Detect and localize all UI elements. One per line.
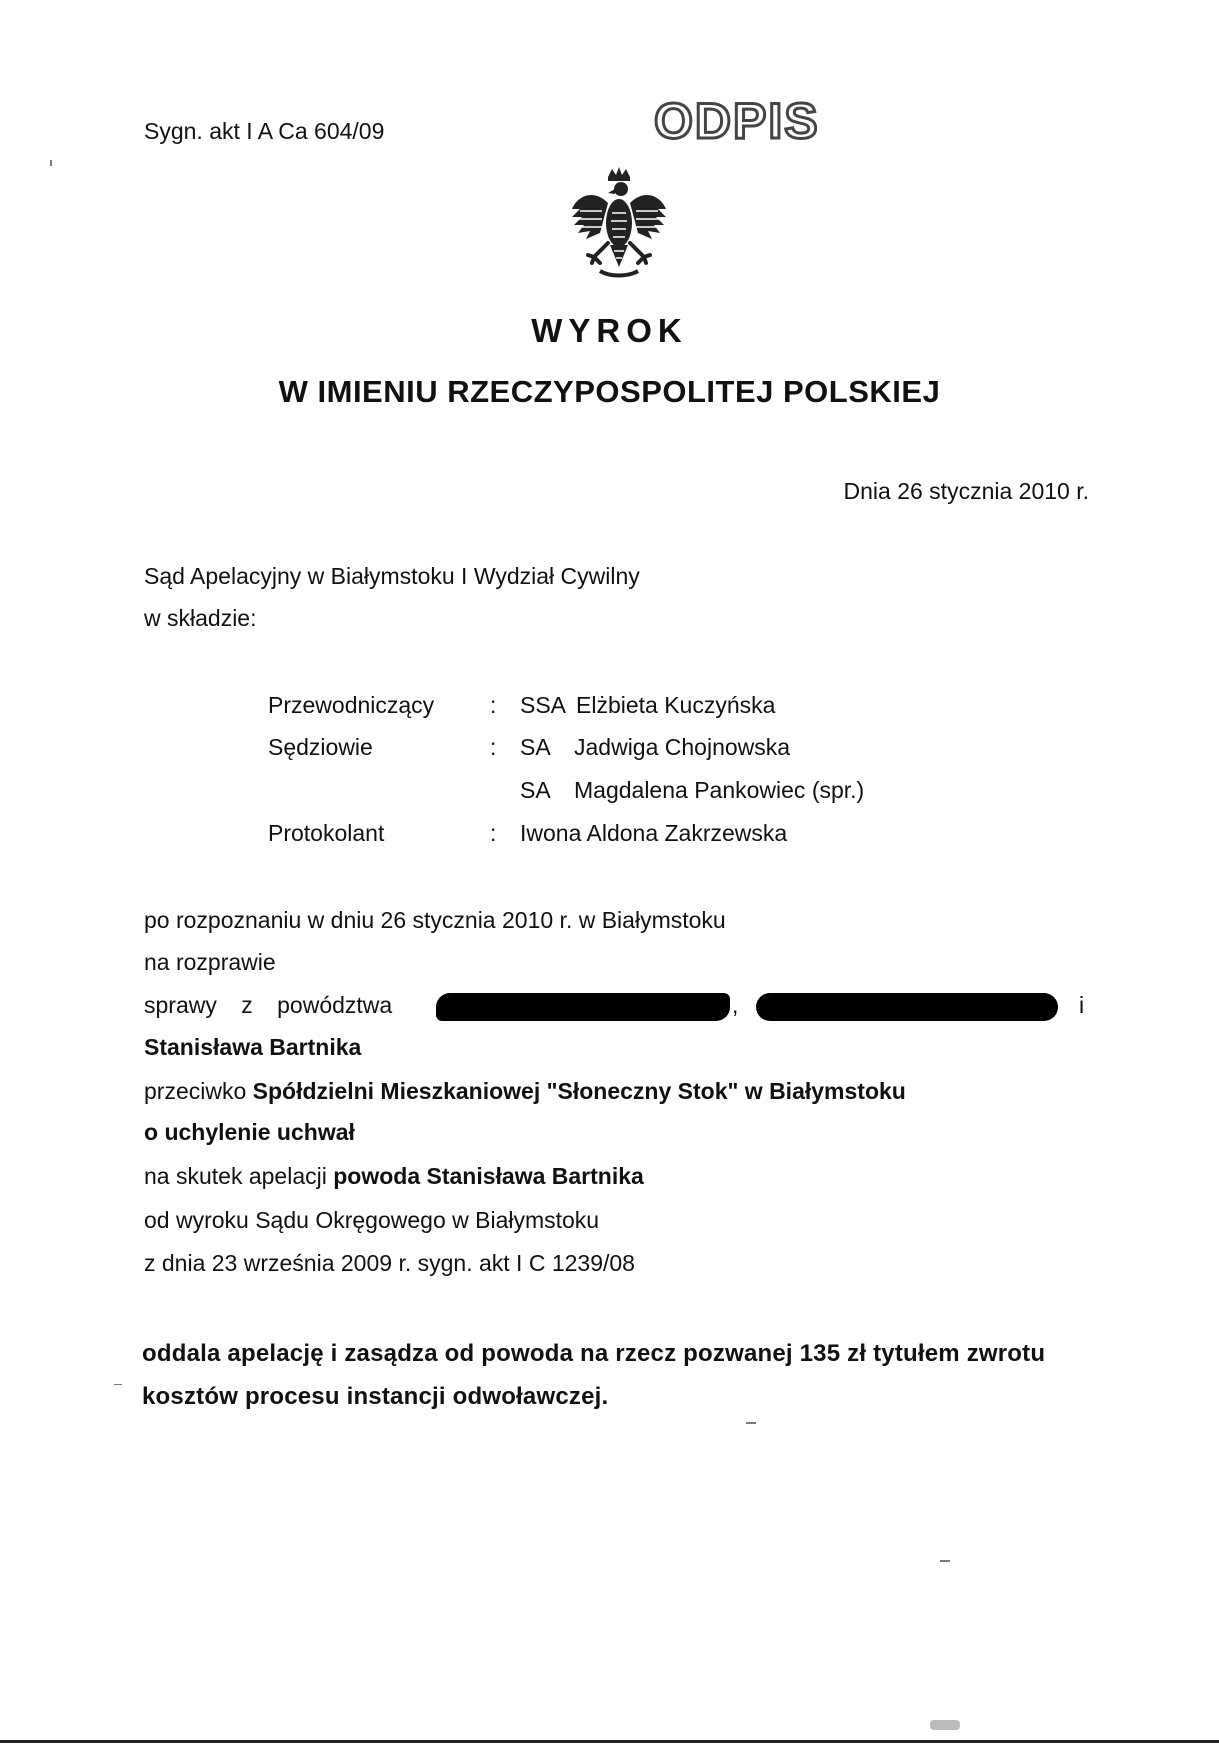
- plaintiff-name: Stanisława Bartnika: [144, 1034, 362, 1060]
- document-subtitle: W IMIENIU RZECZYPOSPOLITEJ POLSKIEJ: [278, 374, 941, 409]
- conjunction: i: [1079, 992, 1085, 1018]
- defendant-name: Spółdzielni Mieszkaniowej "Słoneczny Stok" w Białymstoku: [252, 1078, 906, 1104]
- member-name: Magdalena Pankowiec (spr.): [574, 777, 865, 803]
- scan-speck: [930, 1720, 960, 1730]
- plaintiffs-prefix: sprawy z powództwa: [144, 992, 393, 1018]
- member-name: Elżbieta Kuczyńska: [576, 692, 776, 718]
- copy-stamp: ODPIS: [654, 93, 820, 149]
- document-title: WYROK: [531, 312, 688, 349]
- appellant-name: powoda Stanisława Bartnika: [333, 1163, 644, 1189]
- scan-speck: [50, 160, 52, 166]
- separator: :: [490, 692, 497, 718]
- scan-speck: [940, 1560, 950, 1562]
- lower-court-line: od wyroku Sądu Okręgowego w Białymstoku: [144, 1207, 600, 1233]
- appeal-prefix: na skutek apelacji: [144, 1163, 334, 1189]
- scan-speck: [114, 1384, 122, 1385]
- case-number: Sygn. akt I A Ca 604/09: [144, 118, 385, 144]
- separator: :: [490, 734, 497, 760]
- court-name: Sąd Apelacyjny w Białymstoku I Wydział Cywilny: [144, 563, 640, 589]
- member-name: Iwona Aldona Zakrzewska: [520, 820, 788, 846]
- member-name: Jadwiga Chojnowska: [574, 734, 791, 760]
- hearing-line: po rozpoznaniu w dniu 26 stycznia 2010 r. w Białymstoku: [144, 907, 726, 933]
- case-subject: o uchylenie uchwał: [144, 1119, 355, 1145]
- ruling-text: kosztów procesu instancji odwoławczej.: [142, 1383, 609, 1410]
- judge-title: SSA: [520, 692, 567, 718]
- defendant-prefix: przeciwko: [144, 1078, 253, 1104]
- role-label: Przewodniczący: [268, 692, 435, 718]
- composition-heading: w składzie:: [144, 605, 257, 631]
- appeal-line: [144, 1162, 644, 1190]
- separator: :: [490, 820, 497, 846]
- judgment-date: Dnia 26 stycznia 2010 r.: [843, 478, 1089, 504]
- redacted-name: [756, 993, 1058, 1021]
- scan-speck: [746, 1422, 756, 1424]
- judge-title: SA: [520, 734, 551, 760]
- judge-title: SA: [520, 777, 551, 803]
- hearing-type: na rozprawie: [144, 949, 276, 975]
- page-bottom-edge: [0, 1740, 1219, 1743]
- ruling-text: oddala apelację i zasądza od powoda na rzecz pozwanej 135 zł tytułem zwrotu: [142, 1340, 1046, 1367]
- lower-court-reference: z dnia 23 września 2009 r. sygn. akt I C 1239/08: [144, 1250, 635, 1276]
- role-label: Sędziowie: [268, 734, 373, 760]
- defendant-line: [144, 1077, 906, 1105]
- redacted-name: [436, 993, 730, 1021]
- separator: ,: [732, 992, 739, 1018]
- polish-eagle-emblem-icon: [566, 165, 672, 285]
- role-label: Protokolant: [268, 820, 385, 846]
